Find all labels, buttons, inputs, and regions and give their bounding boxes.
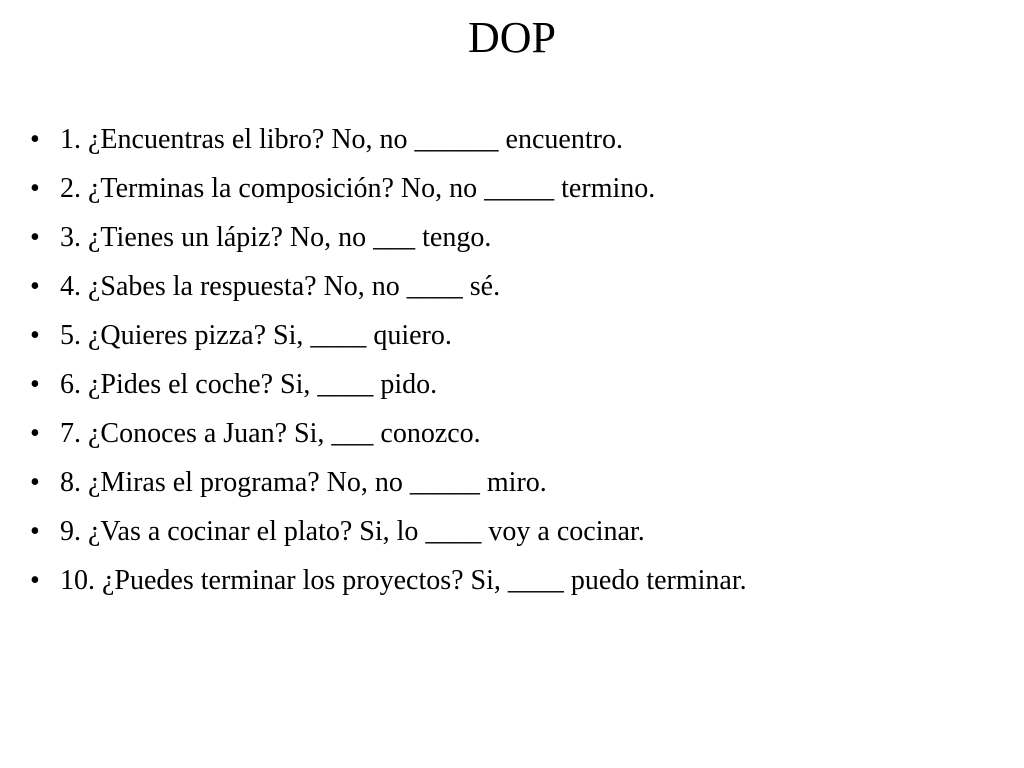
exercise-text: 8. ¿Miras el programa? No, no _____ miro. [60, 467, 547, 498]
exercise-text: 2. ¿Terminas la composición? No, no _____ termino. [60, 173, 656, 204]
exercise-text: 3. ¿Tienes un lápiz? No, no ___ tengo. [60, 222, 492, 253]
list-item [30, 414, 1010, 463]
list-item [30, 316, 1010, 365]
exercise-text: 1. ¿Encuentras el libro? No, no ______ encuentro. [60, 124, 623, 155]
exercise-text: 10. ¿Puedes terminar los proyectos? Si, ____ puedo terminar. [60, 565, 747, 596]
exercise-text: 9. ¿Vas a cocinar el plato? Si, lo ____ voy a cocinar. [60, 516, 645, 547]
bullet-icon: • [30, 320, 40, 351]
list-item [30, 561, 1010, 610]
exercise-text: 5. ¿Quieres pizza? Si, ____ quiero. [60, 320, 452, 351]
bullet-icon: • [30, 369, 40, 400]
exercise-text: 6. ¿Pides el coche? Si, ____ pido. [60, 369, 438, 400]
bullet-icon: • [30, 418, 40, 449]
bullet-icon: • [30, 565, 40, 596]
bullet-icon: • [30, 516, 40, 547]
list-item [30, 512, 1010, 561]
exercise-text: 4. ¿Sabes la respuesta? No, no ____ sé. [60, 271, 501, 302]
bullet-icon: • [30, 124, 40, 155]
list-item [30, 120, 1010, 169]
list-item [30, 267, 1010, 316]
bullet-icon: • [30, 271, 40, 302]
slide-title: DOP [467, 13, 557, 62]
bullet-list [30, 120, 1010, 610]
list-item [30, 463, 1010, 512]
list-item [30, 365, 1010, 414]
list-item [30, 169, 1010, 218]
bullet-icon: • [30, 222, 40, 253]
bullet-icon: • [30, 173, 40, 204]
exercise-text: 7. ¿Conoces a Juan? Si, ___ conozco. [60, 418, 481, 449]
list-item [30, 218, 1010, 267]
bullet-icon: • [30, 467, 40, 498]
